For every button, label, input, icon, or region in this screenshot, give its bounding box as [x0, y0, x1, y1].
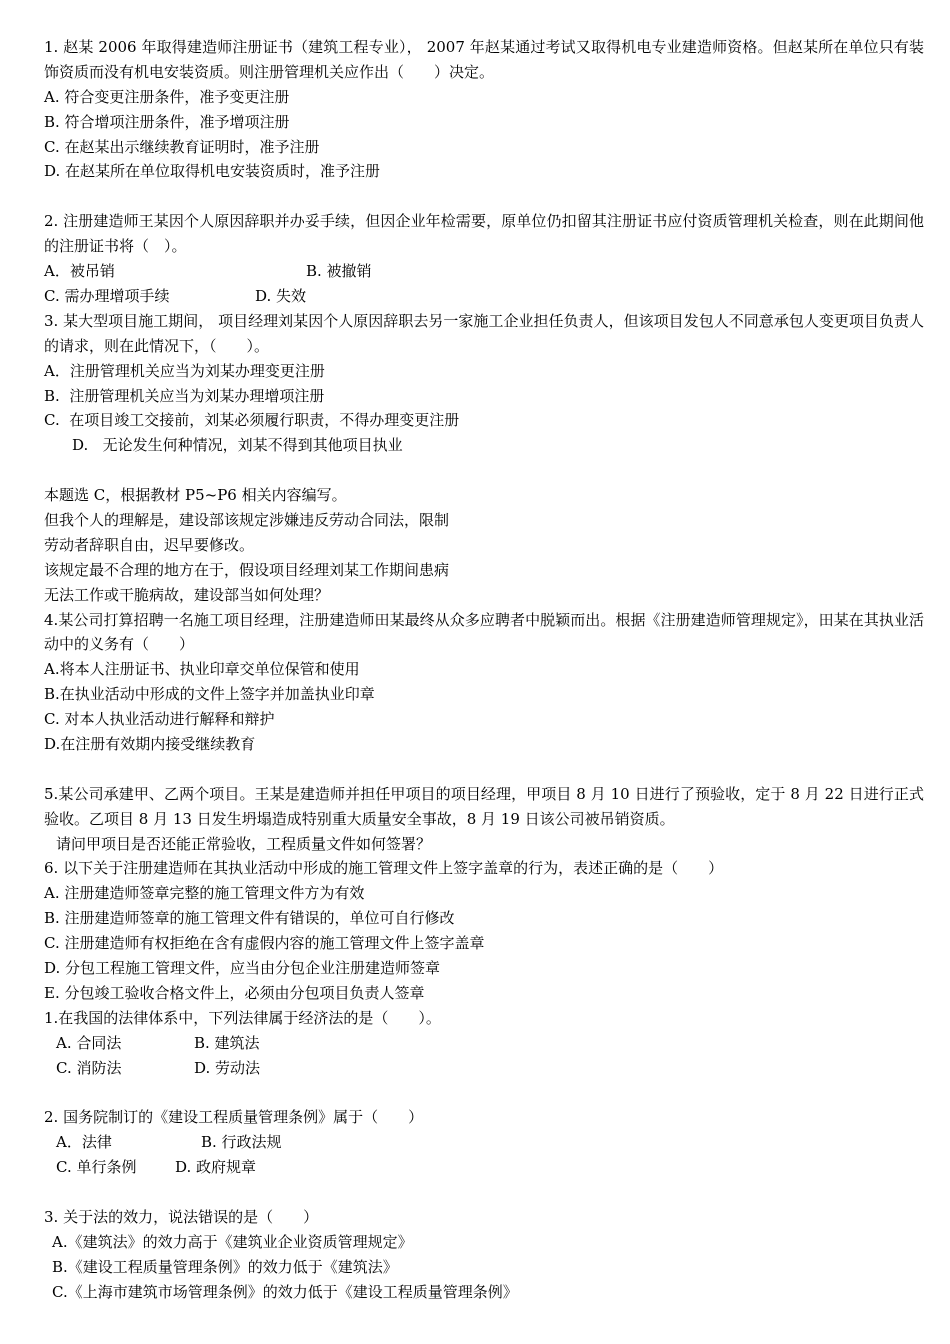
q2-option-d: D. 失效 — [255, 286, 307, 305]
q6-option-e: E. 分包竣工验收合格文件上，必须由分包项目负责人签章 — [44, 983, 425, 1002]
s3-option-b: B.《建设工程质量管理条例》的效力低于《建筑法》 — [52, 1257, 398, 1276]
document-page — [44, 35, 924, 1305]
q5-ask: 请问甲项目是否还能正常验收，工程质量文件如何签署？ — [56, 834, 432, 853]
q6-option-d: D. 分包工程施工管理文件，应当由分包企业注册建造师签章 — [44, 959, 441, 978]
s3-stem: 3. 关于法的效力，说法错误的是（ ） — [44, 1207, 319, 1226]
q1-option-c: C. 在赵某出示继续教育证明时，准予注册 — [44, 137, 320, 156]
s1-option-d: D. 劳动法 — [194, 1058, 261, 1077]
q4-stem: 4.某公司打算招聘一名施工项目经理，注册建造师田某最终从众多应聘者中脱颖而出。根据《注册建造师管理规定》，田某在其执业活动中的义务有（ ） — [44, 610, 924, 654]
q2-option-a: A．被吊销 — [44, 262, 115, 281]
q4-option-b: B.在执业活动中形成的文件上签字并加盖执业印章 — [44, 685, 375, 704]
q1-option-b: B. 符合增项注册条件，准予增项注册 — [44, 112, 290, 131]
note-line-3: 劳动者辞职自由，迟早要修改。 — [44, 535, 255, 554]
s1-options-ab — [44, 1031, 924, 1056]
s2-option-c: C. 单行条例 — [56, 1158, 137, 1177]
q1-stem: 1. 赵某 2006 年取得建造师注册证书（建筑工程专业）， 2007 年赵某通过考试又取得机电专业建造师资格。但赵某所在单位只有装饰资质而没有机电安装资质。则注册管理机关应作出（ ）决定。 — [44, 38, 924, 81]
q3-option-a: A．注册管理机关应当为刘某办理变更注册 — [44, 361, 325, 380]
s1-option-c: C. 消防法 — [56, 1058, 122, 1077]
s2-option-d: D. 政府规章 — [175, 1158, 257, 1177]
note-line-2: 但我个人的理解是，建设部该规定涉嫌违反劳动合同法，限制 — [44, 510, 450, 529]
s2-option-b: B. 行政法规 — [201, 1133, 282, 1152]
s1-options-cd — [44, 1056, 924, 1081]
q5-stem: 5.某公司承建甲、乙两个项目。王某是建造师并担任甲项目的项目经理，甲项目 8 月 10 日进行了预验收，定于 8 月 22 日进行正式验收。乙项目 8 月 13 日发生坍塌造成特别重大质量安全事故，8 月 19 日该公司被吊销资质。 — [44, 784, 924, 828]
spacer — [44, 757, 924, 782]
q3-option-d: D. 无论发生何种情况，刘某不得到其他项目执业 — [72, 436, 403, 455]
note-line-5: 无法工作或干脆病故，建设部当如何处理？ — [44, 585, 330, 604]
q6-stem: 6. 以下关于注册建造师在其执业活动中形成的施工管理文件上签字盖章的行为，表述正确的是（ ） — [44, 859, 724, 878]
q6-option-b: B. 注册建造师签章的施工管理文件有错误的，单位可自行修改 — [44, 909, 455, 928]
spacer — [44, 1080, 924, 1105]
q6-option-c: C. 注册建造师有权拒绝在含有虚假内容的施工管理文件上签字盖章 — [44, 934, 485, 953]
s2-option-a: A．法律 — [56, 1133, 112, 1152]
spacer — [44, 184, 924, 209]
s1-option-b: B. 建筑法 — [194, 1033, 260, 1052]
s2-stem: 2. 国务院制订的《建设工程质量管理条例》属于（ ） — [44, 1108, 424, 1127]
q2-options-cd — [44, 284, 924, 309]
q1-option-a: A. 符合变更注册条件，准予变更注册 — [44, 87, 290, 106]
q3-stem: 3. 某大型项目施工期间， 项目经理刘某因个人原因辞职去另一家施工企业担任负责人，但该项目发包人不同意承包人变更项目负责人的请求，则在此情况下，（ ）。 — [44, 311, 924, 355]
q3-option-c: C. 在项目竣工交接前，刘某必须履行职责，不得办理变更注册 — [44, 411, 460, 430]
note-line-4: 该规定最不合理的地方在于，假设项目经理刘某工作期间患病 — [44, 560, 450, 579]
q2-options-ab — [44, 259, 924, 284]
s3-option-c: C.《上海市建筑市场管理条例》的效力低于《建设工程质量管理条例》 — [52, 1282, 518, 1301]
q2-option-c: C. 需办理增项手续 — [44, 286, 170, 305]
q1-option-d: D. 在赵某所在单位取得机电安装资质时，准予注册 — [44, 162, 381, 181]
spacer — [44, 458, 924, 483]
q2-option-b: B. 被撤销 — [306, 262, 372, 281]
note-line-1: 本题选 C，根据教材 P5~P6 相关内容编写。 — [44, 486, 347, 505]
q4-option-d: D.在注册有效期内接受继续教育 — [44, 735, 256, 753]
s3-option-a: A.《建筑法》的效力高于《建筑业企业资质管理规定》 — [52, 1232, 413, 1251]
s1-option-a: A. 合同法 — [56, 1033, 122, 1052]
s2-options-cd — [44, 1155, 924, 1180]
q3-option-b: B. 注册管理机关应当为刘某办理增项注册 — [44, 386, 325, 405]
s2-options-ab — [44, 1130, 924, 1155]
q6-option-a: A. 注册建造师签章完整的施工管理文件方为有效 — [44, 884, 365, 903]
q4-option-a: A.将本人注册证书、执业印章交单位保管和使用 — [44, 660, 360, 679]
s1-stem: 1.在我国的法律体系中，下列法律属于经济法的是（ ）。 — [44, 1008, 441, 1027]
q2-stem: 2. 注册建造师王某因个人原因辞职并办妥手续，但因企业年检需要，原单位仍扣留其注册证书应付资质管理机关检查，则在此期间他的注册证书将（ ）。 — [44, 212, 924, 256]
q4-option-c: C. 对本人执业活动进行解释和辩护 — [44, 710, 275, 729]
spacer — [44, 1180, 924, 1205]
